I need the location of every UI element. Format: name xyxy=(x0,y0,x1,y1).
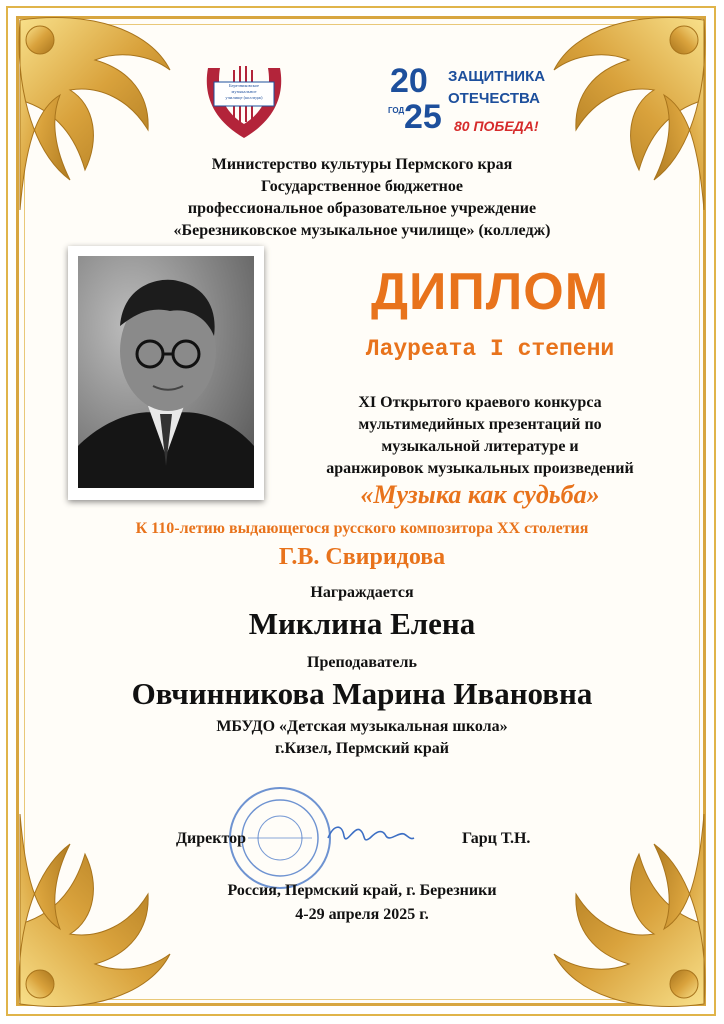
logo-text-line3: училище (колледж) xyxy=(225,95,263,100)
anniversary-line: К 110-летию выдающегося русского композитора XX столетия xyxy=(135,520,589,537)
director-name: Гарц Т.Н. xyxy=(462,830,531,847)
school-name: МБУДО «Детская музыкальная школа» xyxy=(216,718,508,735)
contest-line3: музыкальной литературе и xyxy=(381,438,579,455)
logo-line-victory: 80 ПОБЕДА! xyxy=(454,118,539,134)
year-logo-number: 20 ГОД 25 xyxy=(388,62,442,136)
director-signature xyxy=(324,818,416,852)
contest-line4: аранжировок музыкальных произведений xyxy=(326,460,634,477)
signoff-date: 4-29 апреля 2025 г. xyxy=(295,906,429,923)
header-institution-type: Государственное бюджетное xyxy=(261,178,463,195)
contest-line2: мультимедийных презентаций по xyxy=(358,416,602,433)
logo-text-line1: Березниковское xyxy=(228,83,260,88)
composer-portrait xyxy=(68,246,264,500)
header-college-name: «Березниковское музыкальное училище» (колледж) xyxy=(173,222,551,239)
logo-line-fatherland: ОТЕЧЕСТВА xyxy=(448,90,540,107)
contest-theme: «Музыка как судьба» xyxy=(360,480,600,509)
teacher-label: Преподаватель xyxy=(307,654,417,671)
logo-text-line2: музыкальное xyxy=(231,89,257,94)
diploma-title: ДИПЛОМ xyxy=(370,263,610,321)
lyre-icon xyxy=(198,60,290,144)
teacher-name: Овчинникова Марина Ивановна xyxy=(131,676,593,711)
logo-line-defender: ЗАЩИТНИКА xyxy=(448,68,546,85)
header-institution-kind: профессиональное образовательное учреждение xyxy=(187,200,537,217)
awarded-label: Награждается xyxy=(310,584,414,601)
composer-name: Г.В. Свиридова xyxy=(278,544,446,570)
diploma-subtitle: Лауреата I степени xyxy=(365,336,615,362)
signoff-place: Россия, Пермский край, г. Березники xyxy=(227,882,497,899)
portrait-image xyxy=(78,256,254,488)
college-logo xyxy=(198,60,290,144)
defender-year-logo xyxy=(388,56,558,146)
director-label: Директор xyxy=(176,830,246,847)
contest-line1: XI Открытого краевого конкурса xyxy=(358,394,602,411)
student-name: Миклина Елена xyxy=(248,606,476,641)
school-city: г.Кизел, Пермский край xyxy=(275,740,449,757)
header-ministry: Министерство культуры Пермского края xyxy=(211,156,513,173)
